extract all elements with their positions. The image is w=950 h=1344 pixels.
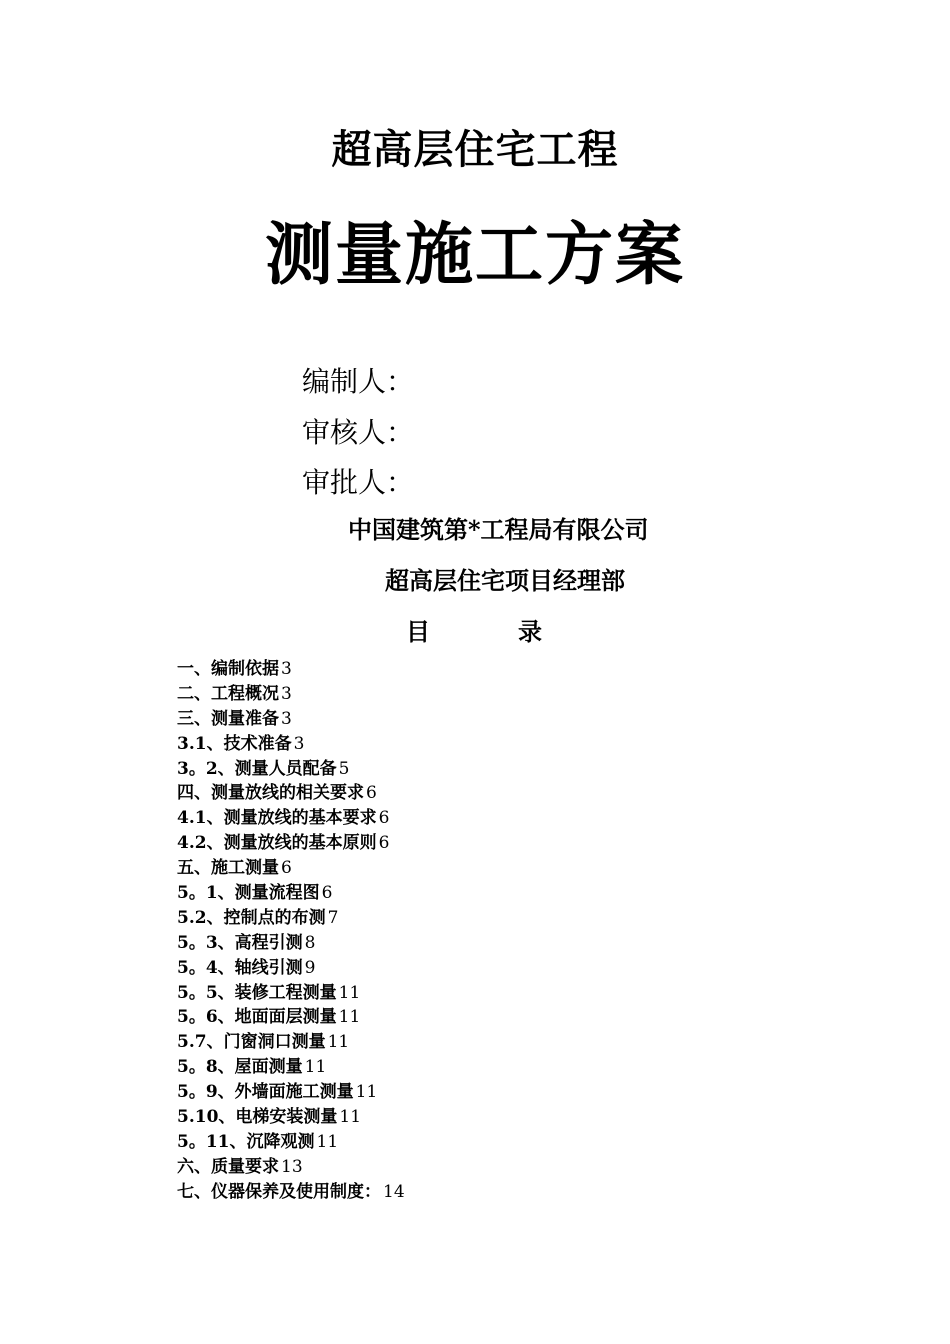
toc-entry <box>177 981 405 1006</box>
toc-entry <box>177 1005 405 1030</box>
toc-entry <box>177 906 405 931</box>
document-title: 测量施工方案 <box>264 215 685 295</box>
toc-entry <box>177 682 405 707</box>
toc-entry-label: 三、测量准备 <box>177 708 279 729</box>
toc-entry-label: 二、工程概况 <box>177 683 279 704</box>
toc-entry-page: 6 <box>378 808 390 829</box>
toc-entry <box>177 1105 405 1130</box>
toc-entry-label: 5。4、轴线引测 <box>177 957 303 978</box>
toc-entry-label: 五、施工测量 <box>177 858 279 879</box>
toc-entry-page: 11 <box>355 1082 378 1103</box>
toc-entry-page: 11 <box>339 1107 362 1128</box>
toc-entry-page: 6 <box>281 858 292 879</box>
toc-entry-label: 5.7、门窗洞口测量 <box>177 1032 326 1053</box>
toc-entry-label: 四、测量放线的相关要求 <box>177 783 364 804</box>
toc-entry-label: 5。8、屋面测量 <box>177 1057 303 1078</box>
toc-entry-label: 一、编制依据 <box>177 659 279 679</box>
toc-entry <box>177 956 405 981</box>
toc-entry-label: 5。3、高程引测 <box>177 932 303 953</box>
signature-approver: 审批人： <box>302 466 415 499</box>
toc-entry <box>177 1155 405 1180</box>
toc-entry <box>177 1130 405 1155</box>
signature-compiler: 编制人： <box>302 365 415 398</box>
toc-entry-page: 3 <box>281 708 292 729</box>
toc-entry-label: 4.1、测量放线的基本要求 <box>177 808 377 829</box>
toc-entry-page: 11 <box>316 1131 339 1152</box>
toc-entry-page: 8 <box>304 932 316 953</box>
toc-entry <box>177 831 405 856</box>
toc-entry-label: 5.10、电梯安装测量 <box>177 1107 338 1128</box>
toc-entry-label: 5。6、地面面层测量 <box>177 1007 337 1028</box>
toc-entry <box>177 856 405 881</box>
toc-entry-page: 11 <box>338 982 361 1003</box>
toc-entry <box>177 931 405 956</box>
toc-entry-page: 7 <box>327 907 339 928</box>
table-of-contents <box>177 657 405 1205</box>
toc-entry <box>177 732 405 757</box>
toc-entry-page: 11 <box>338 1007 361 1028</box>
toc-entry-label: 3.1、技术准备 <box>177 733 292 754</box>
toc-entry <box>177 707 405 732</box>
toc-entry-page: 6 <box>366 783 377 804</box>
toc-heading-char-2: 录 <box>518 617 542 646</box>
toc-entry-page: 6 <box>321 883 333 904</box>
signature-reviewer: 审核人： <box>302 416 415 449</box>
toc-entry-label: 七、仪器保养及使用制度： <box>177 1181 381 1202</box>
toc-entry-label: 5。11、沉降观测 <box>177 1131 315 1152</box>
toc-entry-page: 3 <box>281 659 292 679</box>
document-subtitle: 超高层住宅工程 <box>331 126 619 173</box>
toc-entry-page: 5 <box>338 758 350 779</box>
toc-entry-label: 3。2、测量人员配备 <box>177 758 337 779</box>
toc-entry <box>177 657 405 682</box>
toc-entry-label: 5。9、外墙面施工测量 <box>177 1082 354 1103</box>
toc-entry <box>177 1055 405 1080</box>
toc-entry-page: 6 <box>378 833 390 854</box>
toc-entry <box>177 881 405 906</box>
toc-entry <box>177 1180 405 1205</box>
toc-entry-page: 9 <box>304 957 316 978</box>
toc-entry <box>177 1030 405 1055</box>
company-name: 中国建筑第*工程局有限公司 <box>348 515 649 544</box>
toc-entry-page: 14 <box>383 1181 405 1202</box>
toc-entry <box>177 806 405 831</box>
toc-entry-label: 六、质量要求 <box>177 1156 279 1177</box>
toc-entry-page: 11 <box>327 1032 350 1053</box>
toc-entry <box>177 757 405 782</box>
toc-entry-page: 3 <box>293 733 305 754</box>
department-name: 超高层住宅项目经理部 <box>385 566 625 595</box>
toc-entry-label: 4.2、测量放线的基本原则 <box>177 833 377 854</box>
toc-entry-label: 5.2、控制点的布测 <box>177 907 326 928</box>
toc-entry-page: 13 <box>281 1156 303 1177</box>
toc-heading-char-1: 目 <box>406 617 430 646</box>
toc-entry-label: 5。1、测量流程图 <box>177 883 320 904</box>
toc-entry-page: 3 <box>281 683 292 704</box>
toc-entry <box>177 1080 405 1105</box>
toc-entry <box>177 781 405 806</box>
toc-entry-page: 11 <box>304 1057 327 1078</box>
toc-entry-label: 5。5、装修工程测量 <box>177 982 337 1003</box>
